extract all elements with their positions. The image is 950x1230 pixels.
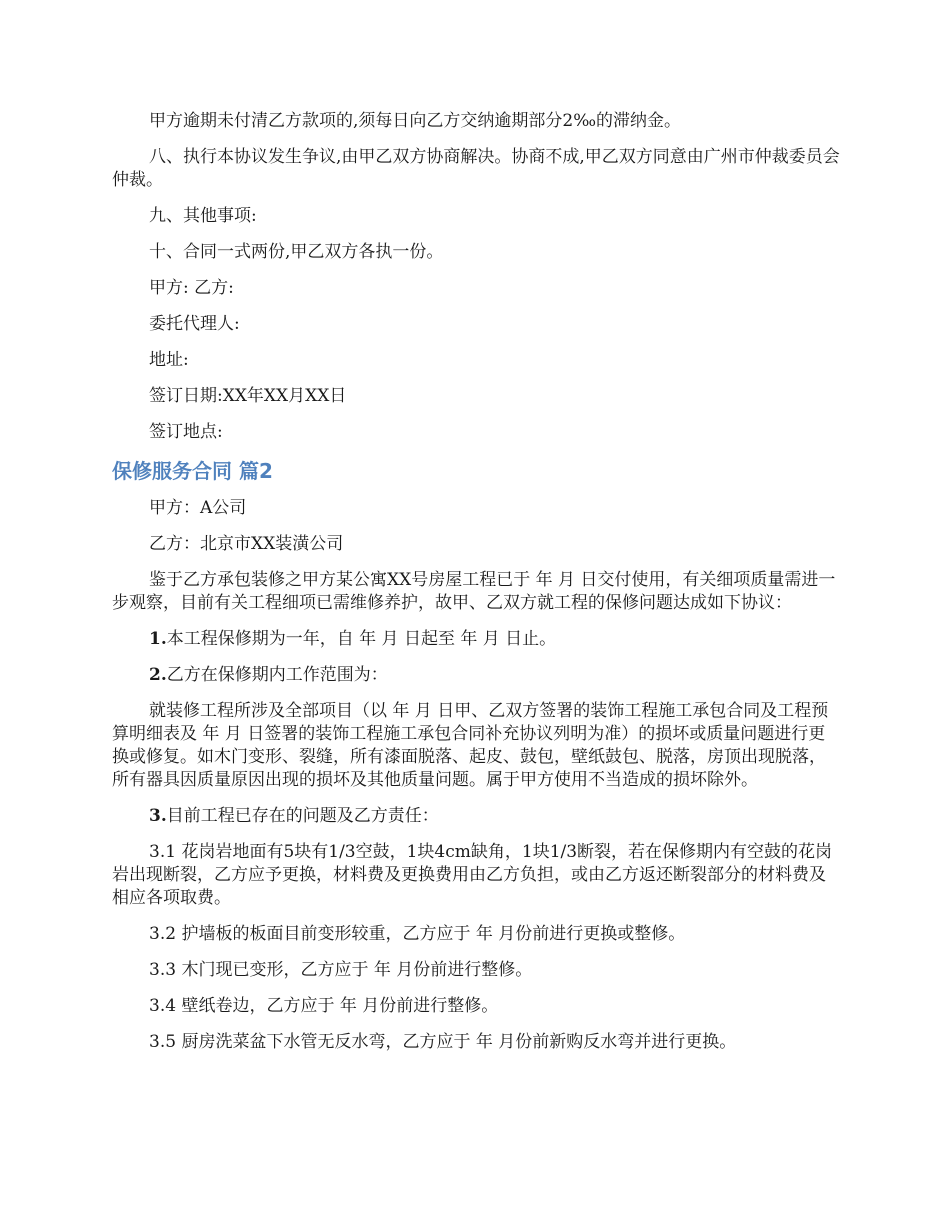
- clause-3: [112, 805, 840, 828]
- paragraph-dispute: 八、执行本协议发生争议,由甲乙双方协商解决。协商不成,甲乙双方同意由广州市仲裁委员会仲裁。: [112, 147, 840, 190]
- clause-text: 本工程保修期为一年，自 年 月 日起至 年 月 日止。: [166, 629, 557, 649]
- clause-number: 3.: [149, 806, 167, 826]
- paragraph-3-2: 3.2 护墙板的板面目前变形较重，乙方应于 年 月份前进行更换或整修。: [149, 924, 686, 944]
- paragraph-3-4: 3.4 壁纸卷边，乙方应于 年 月份前进行整修。: [149, 996, 499, 1016]
- paragraph-other-matters: 九、其他事项:: [149, 206, 257, 226]
- paragraph-sign-date: 签订日期:XX年XX月XX日: [149, 386, 347, 406]
- paragraph-parties: 甲方: 乙方:: [149, 278, 234, 298]
- paragraph-address: 地址:: [149, 350, 189, 370]
- clause-number: 1.: [149, 629, 167, 649]
- paragraph-3-5: 3.5 厨房洗菜盆下水管无反水弯，乙方应于 年 月份前新购反水弯并进行更换。: [149, 1032, 737, 1052]
- section-heading: 保修服务合同 篇2: [112, 459, 273, 483]
- paragraph-3-1: 3.1 花岗岩地面有5块有1/3空鼓，1块4cm缺角，1块1/3断裂，若在保修期内有空鼓的花岗岩出现断裂，乙方应予更换，材料费及更换费用由乙方负担，或由乙方返还断裂部分的材料费及相应各项取费。: [112, 842, 833, 908]
- paragraph-party-b: 乙方：北京市XX装潢公司: [149, 534, 344, 554]
- paragraph-preamble: 鉴于乙方承包装修之甲方某公寓XX号房屋工程已于 年 月 日交付使用，有关细项质量需进一步观察，目前有关工程细项已需维修养护，故甲、乙双方就工程的保修问题达成如下协议：: [112, 570, 836, 613]
- clause-2: [112, 664, 840, 687]
- paragraph-copies: 十、合同一式两份,甲乙双方各执一份。: [149, 242, 444, 262]
- paragraph-agent: 委托代理人:: [149, 314, 240, 334]
- clause-1: [112, 628, 840, 651]
- document-body: [112, 110, 840, 1054]
- clause-text: 目前工程已存在的问题及乙方责任：: [166, 806, 439, 826]
- clause-text: 乙方在保修期内工作范围为：: [166, 665, 388, 685]
- paragraph-3-3: 3.3 木门现已变形，乙方应于 年 月份前进行整修。: [149, 960, 533, 980]
- paragraph-late-fee: 甲方逾期未付清乙方款项的,须每日向乙方交纳逾期部分2‰的滞纳金。: [149, 111, 682, 131]
- clause-number: 2.: [149, 665, 167, 685]
- paragraph-party-a: 甲方：A公司: [149, 498, 247, 518]
- paragraph-sign-place: 签订地点:: [149, 422, 223, 442]
- paragraph-scope: 就装修工程所涉及全部项目（以 年 月 日甲、乙双方签署的装饰工程施工承包合同及工程预算明细表及 年 月 日签署的装饰工程施工承包合同补充协议列明为准）的损坏或质量问题进行更换或修复。如木门变形、裂缝，所有漆面脱落、起皮、鼓包，壁纸鼓包、脱落，房顶出现脱落，所有器具因质量原因出现的损坏及其他质量问题。属于甲方使用不当造成的损坏除外。: [112, 701, 829, 790]
